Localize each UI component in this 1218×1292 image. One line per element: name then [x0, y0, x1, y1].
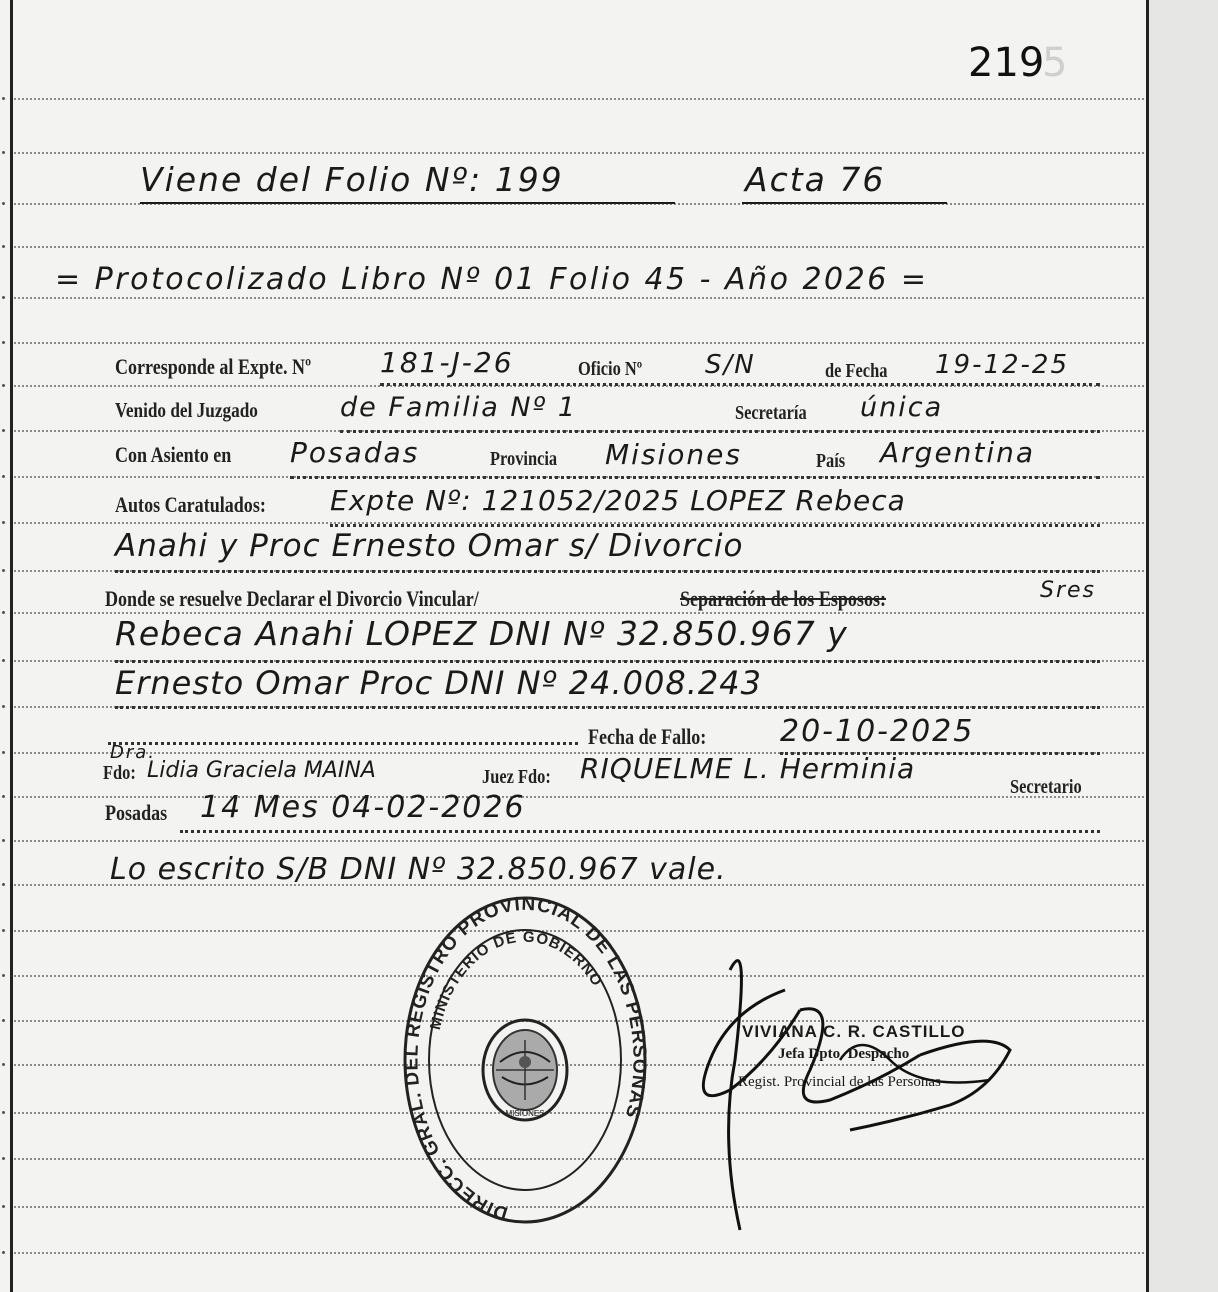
- official-seal: [400, 892, 650, 1228]
- coat-of-arms-icon: [483, 1020, 567, 1120]
- fecha-label: de Fecha: [825, 360, 888, 382]
- ruled-line: [14, 297, 1144, 299]
- row1-fill-line: [380, 383, 1100, 386]
- spouse-2: Ernesto Omar Proc DNI Nº 24.008.243: [115, 664, 762, 702]
- ruled-line: [14, 98, 1144, 100]
- folio-number: 219: [968, 40, 1045, 86]
- expte-label: Corresponde al Expte. Nº: [115, 354, 312, 379]
- seal-outer-text: DIRECC. GRAL. DEL REGISTRO PROVINCIAL DE LAS PERSONAS: [401, 893, 650, 1224]
- seal-emblem-text: MISIONES: [505, 1109, 545, 1118]
- oficio-value: S/N: [705, 350, 756, 380]
- secretaria-label: Secretaría: [735, 402, 807, 424]
- fdo-label: Fdo:: [103, 762, 136, 784]
- row7-fill-line: [115, 660, 1100, 663]
- spouse-1: Rebeca Anahi LOPEZ DNI Nº 32.850.967 y: [115, 614, 848, 653]
- ruled-line: [14, 796, 1144, 798]
- autos-value-1: Expte Nº: 121052/2025 LOPEZ Rebeca: [330, 484, 906, 517]
- resuelve-label: Donde se resuelve Declarar el Divorcio Vincular/: [105, 586, 479, 611]
- margin-dot: [2, 839, 5, 842]
- margin-dot: [2, 929, 5, 932]
- ruled-line: [14, 342, 1144, 344]
- acta-label: Acta 76: [745, 160, 886, 199]
- resuelve-value: Sres: [1040, 578, 1097, 603]
- margin-dot: [2, 151, 5, 154]
- header-line: Viene del Folio Nº: 199: [140, 160, 564, 199]
- margin-dot: [2, 1111, 5, 1114]
- row5-fill-line: [115, 570, 1100, 573]
- signatory-role: Jefa Dpto. Despacho: [778, 1046, 910, 1062]
- resuelve-struck: Separación de los Esposos:: [680, 586, 886, 611]
- autos-value-2: Anahi y Proc Ernesto Omar s/ Divorcio: [115, 528, 744, 564]
- fallo-label: Fecha de Fallo:: [588, 724, 707, 749]
- left-margin-border: [10, 0, 13, 1292]
- row8-fill-line: [115, 706, 1100, 709]
- header-underline: [140, 202, 675, 204]
- secretario-label: Secretario: [1010, 776, 1082, 798]
- margin-dot: [2, 883, 5, 886]
- juez-label: Juez Fdo:: [482, 766, 551, 788]
- signatory-office: Regist. Provincial de las Personas: [738, 1074, 941, 1090]
- oficio-label: Oficio Nº: [578, 358, 643, 380]
- margin-dot: [2, 1019, 5, 1022]
- juzgado-value: de Familia Nº 1: [340, 392, 578, 423]
- margin-dot: [2, 296, 5, 299]
- margin-dot: [2, 341, 5, 344]
- margin-dot: [2, 611, 5, 614]
- margin-dot: [2, 1251, 5, 1254]
- margin-dot: [2, 202, 5, 205]
- right-edge-strip: [1149, 0, 1218, 1292]
- fdo-prefix: Dra.: [110, 742, 157, 763]
- fecha-value: 19-12-25: [935, 350, 1070, 380]
- protocol-line: = Protocolizado Libro Nº 01 Folio 45 - Año 2026 =: [55, 262, 929, 297]
- margin-dot: [2, 384, 5, 387]
- expte-value: 181-J-26: [380, 346, 514, 379]
- margin-dot: [2, 659, 5, 662]
- ruled-line: [14, 1252, 1144, 1254]
- fdo-value: Lidia Graciela MAINA: [147, 758, 376, 783]
- row4-fill-line: [330, 524, 1100, 527]
- pais-label: País: [816, 450, 846, 472]
- ruled-line: [14, 152, 1144, 154]
- ruled-line: [14, 840, 1144, 842]
- row3-fill-line: [290, 476, 1100, 479]
- margin-dot: [2, 97, 5, 100]
- pais-value: Argentina: [880, 436, 1036, 469]
- row2-fill-line: [340, 430, 1100, 433]
- asiento-label: Con Asiento en: [115, 442, 232, 467]
- posadas-label: Posadas: [105, 800, 168, 825]
- margin-dot: [2, 1157, 5, 1160]
- margin-dot: [2, 1063, 5, 1066]
- margin-dot: [2, 475, 5, 478]
- secretaria-value: única: [860, 392, 944, 423]
- row9-blank-line: [108, 742, 578, 745]
- provincia-label: Provincia: [490, 448, 558, 470]
- margin-dot: [2, 751, 5, 754]
- margin-dot: [2, 569, 5, 572]
- posadas-value: 14 Mes 04-02-2026: [200, 790, 526, 825]
- margin-dot: [2, 429, 5, 432]
- margin-dot: [2, 795, 5, 798]
- margin-dot: [2, 521, 5, 524]
- erratum-note: Lo escrito S/B DNI Nº 32.850.967 vale.: [110, 852, 727, 887]
- margin-dot: [2, 245, 5, 248]
- margin-dot: [2, 974, 5, 977]
- asiento-value: Posadas: [290, 436, 420, 469]
- autos-label: Autos Caratulados:: [115, 492, 266, 517]
- secretario-value: RIQUELME L. Herminia: [580, 752, 916, 785]
- row11-fill-line: [180, 830, 1100, 833]
- margin-dot: [2, 705, 5, 708]
- acta-underline: [742, 202, 947, 204]
- juzgado-label: Venido del Juzgado: [115, 398, 258, 422]
- margin-dot: [2, 1205, 5, 1208]
- provincia-value: Misiones: [605, 438, 742, 471]
- fallo-value: 20-10-2025: [780, 714, 975, 749]
- seal-inner-text: MINISTERIO DE GOBIERNO: [426, 928, 606, 1032]
- folio-number-ghost: 5: [1042, 40, 1068, 86]
- ruled-line: [14, 246, 1144, 248]
- signatory-name: VIVIANA C. R. CASTILLO: [742, 1022, 966, 1041]
